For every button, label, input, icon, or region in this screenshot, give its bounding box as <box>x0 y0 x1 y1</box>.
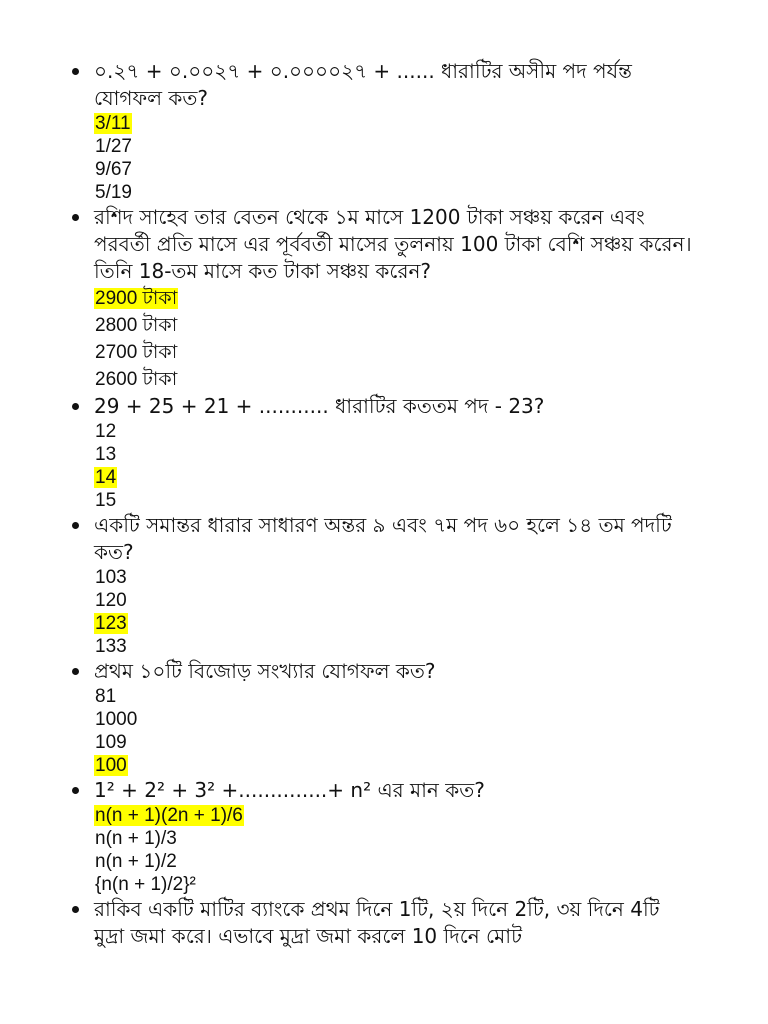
option-text: 2900 টাকা <box>95 288 178 309</box>
question-text: 29 + 25 + 21 + ........... ধারাটির কততম পদ - 23? <box>94 394 545 418</box>
bullet-icon <box>72 214 79 221</box>
option <box>94 708 728 731</box>
question-list <box>94 58 728 950</box>
option-list <box>94 685 728 777</box>
option-text: 9/67 <box>95 159 132 180</box>
option <box>94 158 728 181</box>
option-text: 120 <box>95 590 127 611</box>
bullet-icon <box>72 522 79 529</box>
bullet-icon <box>72 668 79 675</box>
option-text: n(n + 1)/3 <box>95 828 177 849</box>
option-text: {n(n + 1)/2}² <box>95 874 196 895</box>
option-text: 100 <box>95 755 127 776</box>
option-text: n(n + 1)/2 <box>95 851 177 872</box>
question-text: প্রথম ১০টি বিজোড় সংখ্যার যোগফল কত? <box>94 659 436 683</box>
option <box>94 489 728 512</box>
option <box>94 850 728 873</box>
question-item <box>94 896 728 950</box>
question-item <box>94 58 728 204</box>
option-text: 103 <box>95 567 127 588</box>
option <box>94 420 728 443</box>
option <box>94 443 728 466</box>
option-text: 2800 টাকা <box>95 315 178 336</box>
option <box>94 827 728 850</box>
option-text: 3/11 <box>95 113 131 134</box>
question-text: রাকিব একটি মাটির ব্যাংকে প্রথম দিনে 1টি, ২য় দিনে 2টি, ৩য় দিনে 4টি মুদ্রা জমা করে। এভাবে মুদ্রা জমা করলে 10 দিনে মোট <box>94 897 660 948</box>
option <box>94 873 728 896</box>
option <box>94 685 728 708</box>
bullet-icon <box>72 787 79 794</box>
option-correct <box>94 285 728 312</box>
bullet-icon <box>72 403 79 410</box>
option-text: 2600 টাকা <box>95 369 178 390</box>
option-text: 133 <box>95 636 127 657</box>
question-text: ০.২৭ + ০.০০২৭ + ০.০০০০২৭ + ...... ধারাটির অসীম পদ পর্যন্ত যোগফল কত? <box>94 59 632 110</box>
question-item <box>94 512 728 658</box>
question-item <box>94 658 728 777</box>
option-text: n(n + 1)(2n + 1)/6 <box>95 805 243 826</box>
question-item <box>94 393 728 512</box>
option-text: 5/19 <box>95 182 132 203</box>
option-text: 1000 <box>95 709 138 730</box>
option-correct <box>94 754 728 777</box>
question-item <box>94 204 728 393</box>
option <box>94 566 728 589</box>
option-text: 14 <box>95 467 117 488</box>
option-text: 123 <box>95 613 127 634</box>
option-text: 15 <box>95 490 117 511</box>
bullet-icon <box>72 68 79 75</box>
option <box>94 635 728 658</box>
question-item <box>94 777 728 896</box>
question-text: একটি সমান্তর ধারার সাধারণ অন্তর ৯ এবং ৭ম পদ ৬০ হলে ১৪ তম পদটি কত? <box>94 513 672 564</box>
option <box>94 135 728 158</box>
option-list <box>94 420 728 512</box>
option-list <box>94 285 728 393</box>
option-list <box>94 112 728 204</box>
option <box>94 339 728 366</box>
option-correct <box>94 112 728 135</box>
option-correct <box>94 612 728 635</box>
option-text: 81 <box>95 686 117 707</box>
option-text: 109 <box>95 732 127 753</box>
option <box>94 731 728 754</box>
option-list <box>94 804 728 896</box>
option <box>94 312 728 339</box>
option-correct <box>94 466 728 489</box>
question-text: 1² + 2² + 3² +..............+ n² এর মান কত? <box>94 778 485 802</box>
option-list <box>94 566 728 658</box>
bullet-icon <box>72 906 79 913</box>
option <box>94 589 728 612</box>
option <box>94 366 728 393</box>
option-text: 2700 টাকা <box>95 342 178 363</box>
option-text: 13 <box>95 444 117 465</box>
option-correct <box>94 804 728 827</box>
option <box>94 181 728 204</box>
option-text: 1/27 <box>95 136 132 157</box>
question-text: রশিদ সাহেব তার বেতন থেকে ১ম মাসে 1200 টাকা সঞ্চয় করেন এবং পরবর্তী প্রতি মাসে এর পূর্ববর্তী মাসের তুলনায় 100 টাকা বেশি সঞ্চয় করেন। তিনি 18-তম মাসে কত টাকা সঞ্চয় করেন? <box>94 205 692 283</box>
option-text: 12 <box>95 421 117 442</box>
